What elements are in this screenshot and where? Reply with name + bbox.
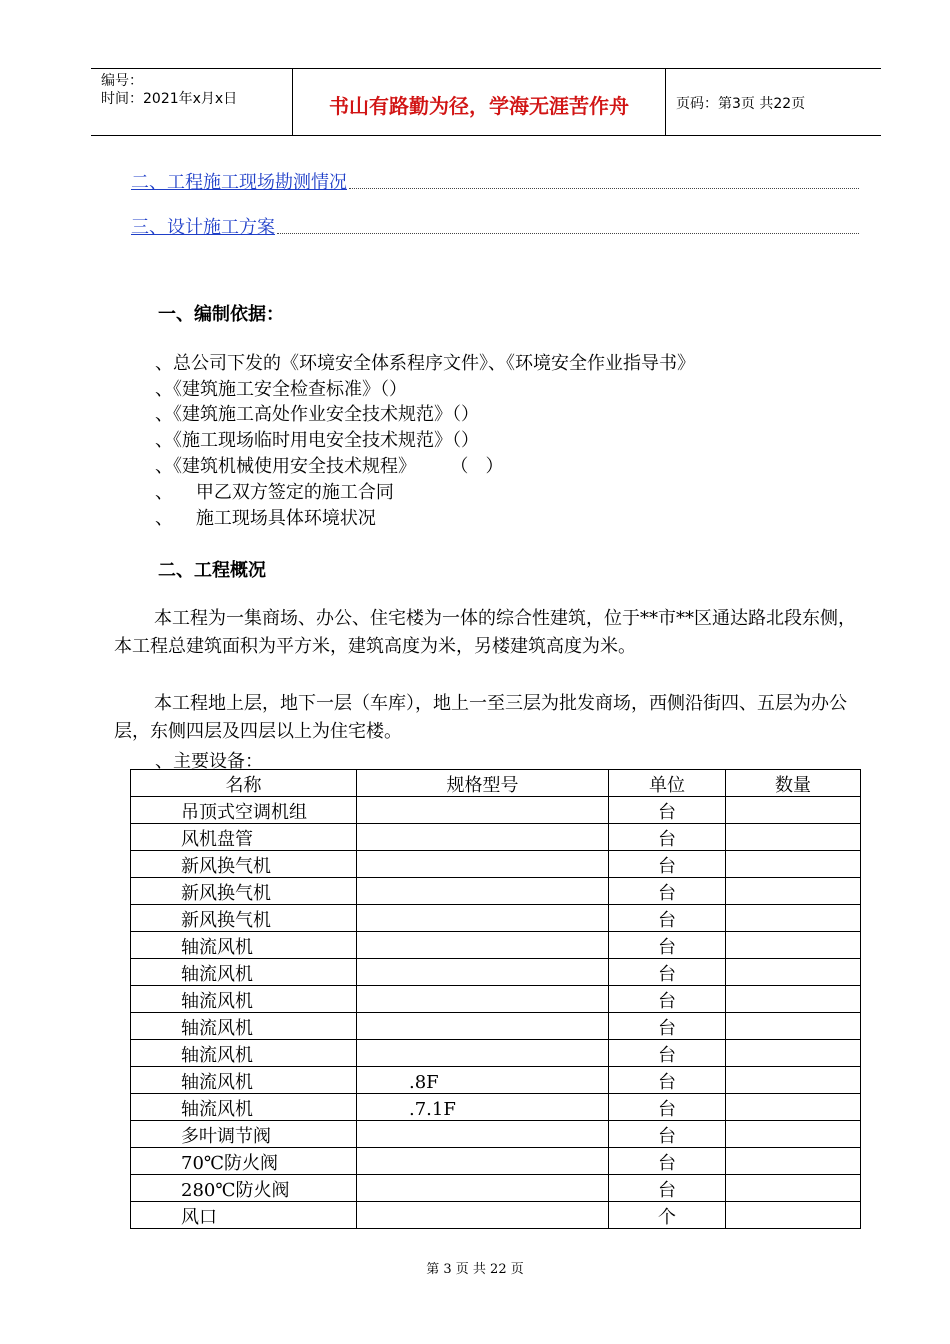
equipment-spec bbox=[357, 1040, 609, 1067]
header-slogan: 书山有路勤为径，学海无涯苦作舟 bbox=[329, 94, 629, 118]
equipment-name: 70℃防火阀 bbox=[131, 1148, 357, 1175]
table-row bbox=[131, 905, 861, 932]
equipment-qty bbox=[726, 1148, 861, 1175]
page-footer: 第 3 页 共 22 页 bbox=[426, 1262, 524, 1277]
column-header: 单位 bbox=[609, 770, 726, 797]
table-row bbox=[131, 986, 861, 1013]
header-page-info: 页码：第3页 共22页 bbox=[676, 96, 806, 112]
header-divider bbox=[665, 68, 666, 136]
toc-entry[interactable] bbox=[131, 215, 859, 239]
equipment-unit: 个 bbox=[609, 1202, 726, 1229]
equipment-unit: 台 bbox=[609, 1094, 726, 1121]
section-heading: 二、工程概况 bbox=[158, 560, 266, 581]
equipment-name: 风机盘管 bbox=[131, 824, 357, 851]
toc-link[interactable]: 二、工程施工现场勘测情况 bbox=[131, 172, 347, 193]
equipment-name: 吊顶式空调机组 bbox=[131, 797, 357, 824]
table-row bbox=[131, 1040, 861, 1067]
equipment-spec bbox=[357, 1202, 609, 1229]
equipment-unit: 台 bbox=[609, 932, 726, 959]
table-body bbox=[131, 797, 861, 1229]
basis-item: 、总公司下发的《环境安全体系程序文件》、《环境安全作业指导书》 bbox=[155, 353, 695, 374]
section-heading: 一、编制依据： bbox=[158, 304, 284, 325]
basis-item: 、《建筑机械使用安全技术规程》 （ ） bbox=[155, 456, 504, 477]
equipment-unit: 台 bbox=[609, 1040, 726, 1067]
equipment-qty bbox=[726, 797, 861, 824]
equipment-unit: 台 bbox=[609, 1175, 726, 1202]
basis-item: 、 甲乙双方签定的施工合同 bbox=[155, 482, 394, 503]
table-row bbox=[131, 1094, 861, 1121]
equipment-name: 轴流风机 bbox=[131, 1013, 357, 1040]
equipment-qty bbox=[726, 1094, 861, 1121]
table-row bbox=[131, 1202, 861, 1229]
doc-time: 时间：2021年x月x日 bbox=[101, 91, 238, 107]
column-header: 规格型号 bbox=[357, 770, 609, 797]
equipment-qty bbox=[726, 1175, 861, 1202]
equipment-spec bbox=[357, 1148, 609, 1175]
toc-link[interactable]: 三、设计施工方案 bbox=[131, 217, 275, 238]
equipment-qty bbox=[726, 1067, 861, 1094]
equipment-qty bbox=[726, 1202, 861, 1229]
equipment-name: 风口 bbox=[131, 1202, 357, 1229]
equipment-unit: 台 bbox=[609, 1013, 726, 1040]
equipment-spec bbox=[357, 1013, 609, 1040]
table-row bbox=[131, 959, 861, 986]
equipment-spec bbox=[357, 824, 609, 851]
equipment-name: 新风换气机 bbox=[131, 905, 357, 932]
column-header: 数量 bbox=[726, 770, 861, 797]
equipment-qty bbox=[726, 932, 861, 959]
equipment-unit: 台 bbox=[609, 878, 726, 905]
equipment-name: 轴流风机 bbox=[131, 986, 357, 1013]
equipment-name: 轴流风机 bbox=[131, 959, 357, 986]
equipment-table bbox=[130, 769, 861, 1229]
equipment-qty bbox=[726, 1013, 861, 1040]
table-row bbox=[131, 1121, 861, 1148]
table-row bbox=[131, 1175, 861, 1202]
equipment-spec: .7.1F bbox=[357, 1094, 609, 1121]
table-row bbox=[131, 851, 861, 878]
equipment-unit: 台 bbox=[609, 1067, 726, 1094]
overview-paragraph: 本工程为一集商场、办公、住宅楼为一体的综合性建筑，位于**市**区通达路北段东侧，本工程总建筑面积为平方米，建筑高度为米，另楼建筑高度为米。 bbox=[114, 608, 856, 657]
equipment-unit: 台 bbox=[609, 1121, 726, 1148]
equipment-spec bbox=[357, 851, 609, 878]
equipment-spec bbox=[357, 1121, 609, 1148]
header-meta bbox=[101, 72, 237, 108]
equipment-name: 新风换气机 bbox=[131, 851, 357, 878]
toc-leader bbox=[277, 233, 859, 234]
table-row bbox=[131, 878, 861, 905]
equipment-name: 多叶调节阀 bbox=[131, 1121, 357, 1148]
toc-leader bbox=[349, 188, 859, 189]
equipment-spec bbox=[357, 797, 609, 824]
equipment-unit: 台 bbox=[609, 851, 726, 878]
equipment-spec bbox=[357, 959, 609, 986]
equipment-qty bbox=[726, 851, 861, 878]
table-row bbox=[131, 932, 861, 959]
equipment-name: 轴流风机 bbox=[131, 1040, 357, 1067]
equipment-unit: 台 bbox=[609, 986, 726, 1013]
equipment-label: 、主要设备： bbox=[155, 751, 263, 772]
doc-code-label: 编号： bbox=[101, 73, 143, 89]
equipment-unit: 台 bbox=[609, 959, 726, 986]
toc-entry[interactable] bbox=[131, 170, 859, 194]
table-row bbox=[131, 1067, 861, 1094]
table-header-row bbox=[131, 770, 861, 797]
header-top-rule bbox=[91, 68, 881, 69]
equipment-name: 280℃防火阀 bbox=[131, 1175, 357, 1202]
table-row bbox=[131, 1013, 861, 1040]
equipment-spec bbox=[357, 905, 609, 932]
equipment-unit: 台 bbox=[609, 1148, 726, 1175]
equipment-spec: .8F bbox=[357, 1067, 609, 1094]
equipment-spec bbox=[357, 932, 609, 959]
equipment-name: 轴流风机 bbox=[131, 932, 357, 959]
table-row bbox=[131, 824, 861, 851]
header-bottom-rule bbox=[91, 135, 881, 136]
basis-item: 、 施工现场具体环境状况 bbox=[155, 508, 376, 529]
overview-paragraph: 本工程地上层，地下一层（车库），地上一至三层为批发商场，西侧沿街四、五层为办公层，东侧四层及四层以上为住宅楼。 bbox=[114, 693, 847, 742]
equipment-spec bbox=[357, 1175, 609, 1202]
equipment-qty bbox=[726, 1040, 861, 1067]
equipment-qty bbox=[726, 986, 861, 1013]
equipment-unit: 台 bbox=[609, 824, 726, 851]
table-row bbox=[131, 797, 861, 824]
equipment-qty bbox=[726, 1121, 861, 1148]
equipment-qty bbox=[726, 905, 861, 932]
basis-item: 、《建筑施工高处作业安全技术规范》（） bbox=[155, 404, 479, 425]
equipment-unit: 台 bbox=[609, 797, 726, 824]
equipment-qty bbox=[726, 878, 861, 905]
basis-item: 、《建筑施工安全检查标准》（） bbox=[155, 379, 407, 400]
equipment-name: 新风换气机 bbox=[131, 878, 357, 905]
equipment-unit: 台 bbox=[609, 905, 726, 932]
equipment-qty bbox=[726, 824, 861, 851]
table-row bbox=[131, 1148, 861, 1175]
basis-item: 、《施工现场临时用电安全技术规范》（） bbox=[155, 430, 479, 451]
equipment-name: 轴流风机 bbox=[131, 1094, 357, 1121]
equipment-spec bbox=[357, 986, 609, 1013]
equipment-name: 轴流风机 bbox=[131, 1067, 357, 1094]
equipment-qty bbox=[726, 959, 861, 986]
equipment-spec bbox=[357, 878, 609, 905]
header-divider bbox=[292, 68, 293, 136]
column-header: 名称 bbox=[131, 770, 357, 797]
